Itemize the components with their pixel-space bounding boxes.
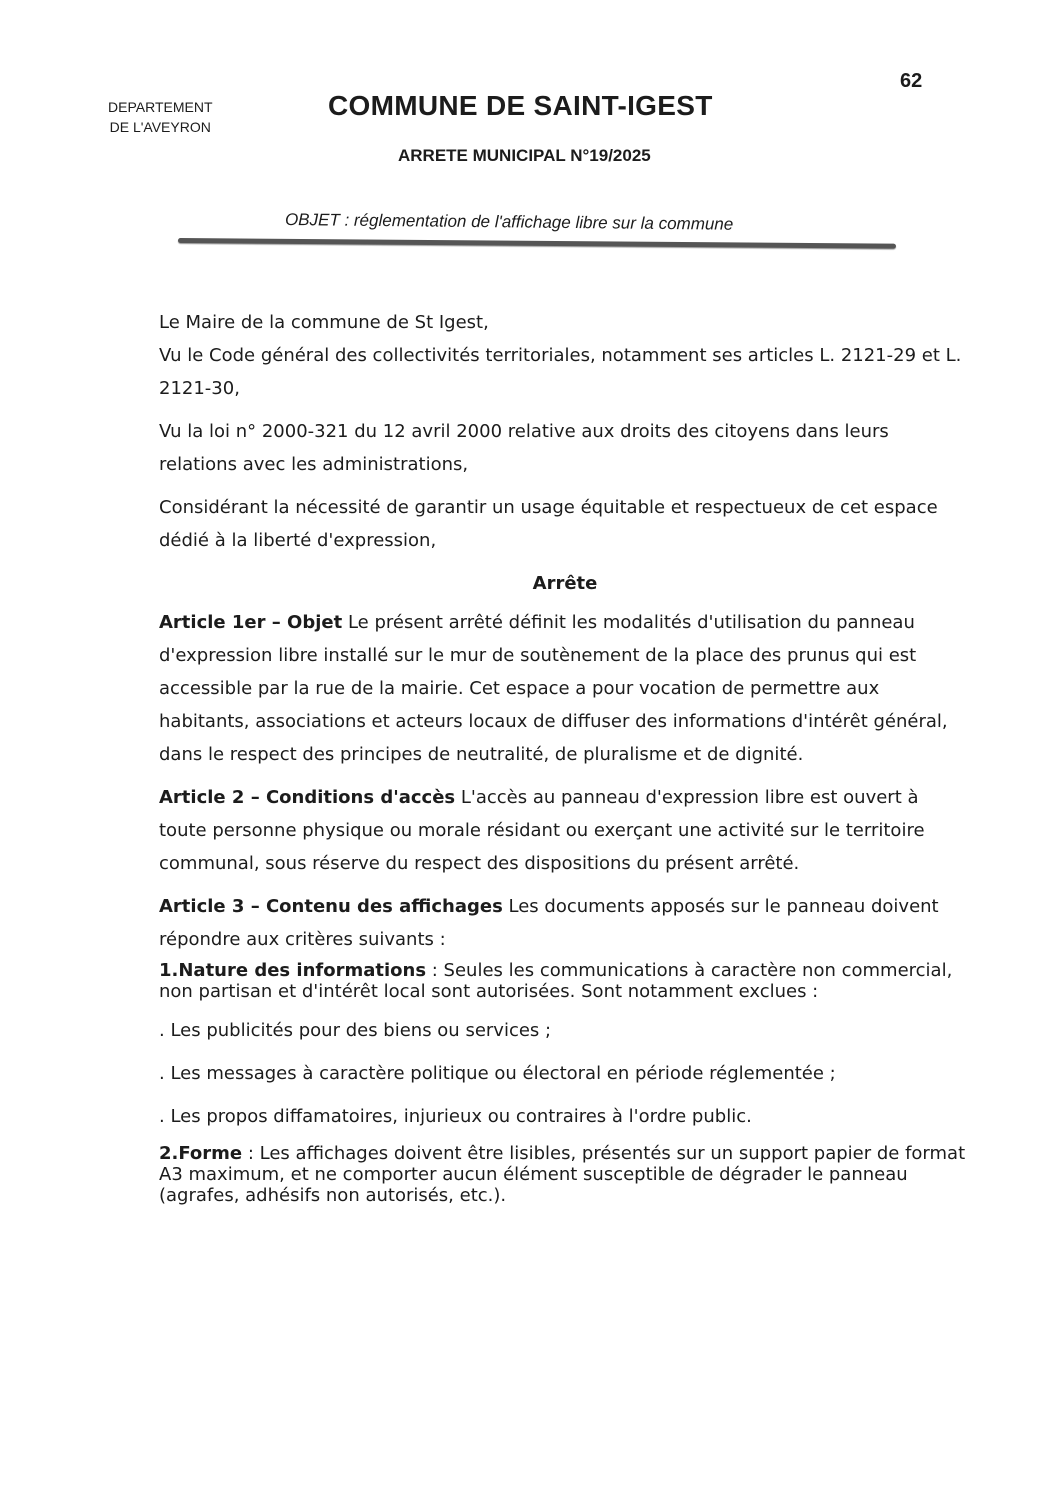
arrete-heading: Arrête xyxy=(532,573,598,594)
department-line-2: DE L'AVEYRON xyxy=(109,119,211,135)
department-label xyxy=(108,97,213,137)
section-nature-title: 1.Nature des informations xyxy=(159,960,427,981)
list-item: . Les messages à caractère politique ou électoral en période réglementée ; xyxy=(159,1063,836,1084)
article-3-title: Article 3 – Contenu des affichages xyxy=(159,896,503,917)
article-1 xyxy=(159,606,971,771)
article-2-title: Article 2 – Conditions d'accès xyxy=(159,787,456,808)
section-forme xyxy=(159,1143,971,1206)
arrete-number: ARRETE MUNICIPAL N°19/2025 xyxy=(398,146,651,165)
page-number: 62 xyxy=(900,70,923,92)
department-line-1: DEPARTEMENT xyxy=(108,99,213,115)
header-divider xyxy=(178,238,896,249)
preamble-vu-code: Vu le Code général des collectivités territoriales, notamment ses articles L. 2121-29 et L. 2121-30, xyxy=(159,345,962,399)
section-forme-title: 2.Forme xyxy=(159,1143,243,1164)
article-2-text: L'accès au panneau d'expression libre est ouvert à toute personne physique ou morale résidant ou exerçant une activité sur le territoire communal, sous réserve du respect des dispositions du présent arrêté. xyxy=(159,787,925,874)
section-nature-text: : Seules les communications à caractère non commercial, non partisan et d'intérêt local sont autorisées. Sont notamment exclues : xyxy=(159,960,953,1002)
commune-title: COMMUNE DE SAINT-IGEST xyxy=(328,90,713,121)
article-2 xyxy=(159,781,971,880)
document-body xyxy=(159,306,971,1218)
preamble-vu-loi: Vu la loi n° 2000-321 du 12 avril 2000 relative aux droits des citoyens dans leurs relations avec les administrations, xyxy=(159,421,889,475)
section-nature xyxy=(159,960,971,1002)
objet-line: OBJET : réglementation de l'affichage libre sur la commune xyxy=(284,210,734,234)
article-1-text: Le présent arrêté définit les modalités d'utilisation du panneau d'expression libre installé sur le mur de soutènement de la place des prunus qui est accessible par la rue de la mairie. Cet espace a pour vocation de permettre aux habitants, associations et acteurs locaux de diffuser des informations d'intérêt général, dans le respect des principes de neutralité, de pluralisme et de dignité. xyxy=(159,612,948,765)
article-3 xyxy=(159,890,971,956)
preamble-maire: Le Maire de la commune de St Igest, xyxy=(159,312,489,333)
list-item: . Les propos diffamatoires, injurieux ou contraires à l'ordre public. xyxy=(159,1106,752,1127)
article-1-title: Article 1er – Objet xyxy=(159,612,343,633)
preamble-considerant: Considérant la nécessité de garantir un usage équitable et respectueux de cet espace dédié à la liberté d'expression, xyxy=(159,497,938,551)
list-item: . Les publicités pour des biens ou services ; xyxy=(159,1020,552,1041)
article-3-text: Les documents apposés sur le panneau doivent répondre aux critères suivants : xyxy=(159,896,939,950)
section-forme-text: : Les affichages doivent être lisibles, présentés sur un support papier de format A3 maximum, et ne comporter aucun élément susceptible de dégrader le panneau (agrafes, adhésifs non autorisés, etc.). xyxy=(159,1143,966,1206)
